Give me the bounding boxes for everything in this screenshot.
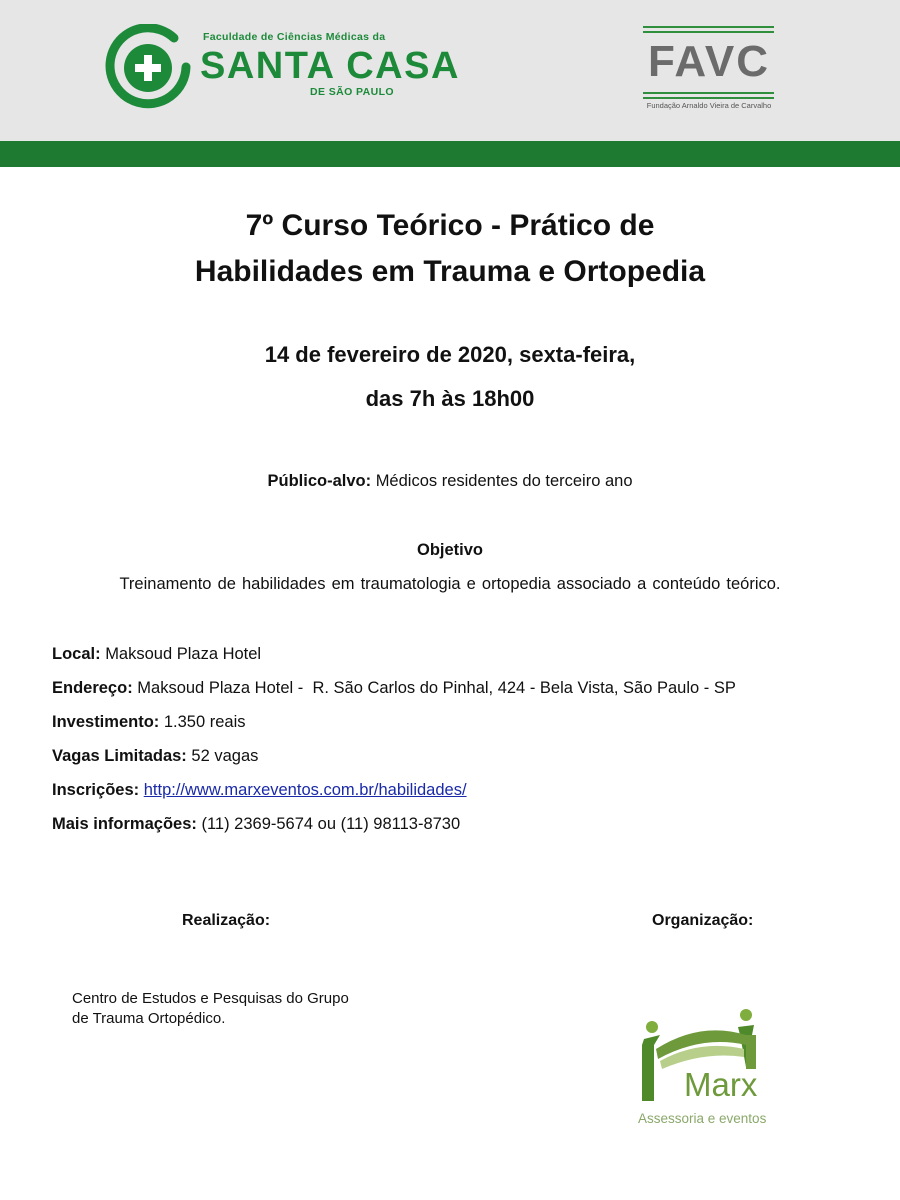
- realizacao-line1: Centro de Estudos e Pesquisas do Grupo: [72, 990, 349, 1007]
- event-date: [0, 333, 900, 421]
- address-label: Endereço:: [52, 679, 133, 697]
- favc-rule-bottom-2: [643, 97, 774, 99]
- local-value: Maksoud Plaza Hotel: [105, 645, 262, 663]
- santa-casa-faculty-text: Faculdade de Ciências Médicas da: [203, 31, 386, 43]
- audience-value: Médicos residentes do terceiro ano: [375, 472, 633, 490]
- investment-label: Investimento:: [52, 713, 160, 731]
- favc-name: FAVC: [647, 37, 771, 86]
- marx-tagline: Assessoria e eventos: [638, 1111, 767, 1126]
- santa-casa-city: DE SÃO PAULO: [310, 86, 394, 98]
- event-date-line1: 14 de fevereiro de 2020, sexta-feira,: [264, 342, 636, 367]
- realizacao-line2: de Trauma Ortopédico.: [72, 1010, 226, 1027]
- audience: [0, 472, 900, 491]
- favc-subtitle: Fundação Arnaldo Vieira de Carvalho: [646, 101, 772, 110]
- local-label: Local:: [52, 645, 101, 663]
- realizacao-text: [72, 989, 432, 1029]
- detail-spots: [52, 747, 882, 781]
- marx-logo: [630, 1005, 790, 1130]
- audience-label: Público-alvo:: [267, 472, 372, 490]
- realizacao-label: Realização:: [182, 912, 271, 929]
- event-title-line2: Habilidades em Trauma e Ortopedia: [194, 255, 706, 288]
- detail-info: [52, 815, 882, 849]
- event-title: [0, 203, 900, 295]
- favc-logo: [640, 26, 778, 116]
- green-band: [0, 141, 900, 167]
- event-details: [52, 645, 882, 849]
- santa-casa-logo: [104, 24, 460, 114]
- organizacao-label: Organização:: [652, 912, 754, 929]
- investment-value: 1.350 reais: [163, 713, 246, 731]
- objective-heading: Objetivo: [416, 541, 483, 559]
- event-title-line1: 7º Curso Teórico - Prático de: [245, 209, 655, 242]
- registration-label: Inscrições:: [52, 781, 140, 799]
- santa-casa-cross-icon: [104, 24, 192, 110]
- favc-rule-top: [643, 26, 774, 28]
- info-label: Mais informações:: [52, 815, 197, 833]
- detail-registration: [52, 781, 882, 815]
- objective-text: Treinamento de habilidades em traumatologia e ortopedia associado a conteúdo teórico.: [119, 575, 781, 593]
- detail-local: [52, 645, 882, 679]
- address-value: Maksoud Plaza Hotel - R. São Carlos do Pinhal, 424 - Bela Vista, São Paulo - SP: [137, 679, 736, 697]
- favc-rule-bottom: [643, 92, 774, 94]
- info-value: (11) 2369-5674 ou (11) 98113-8730: [201, 815, 461, 833]
- spots-label: Vagas Limitadas:: [52, 747, 187, 765]
- spots-value: 52 vagas: [191, 747, 259, 765]
- favc-rule-top-2: [643, 31, 774, 33]
- marx-name: Marx: [684, 1066, 758, 1103]
- santa-casa-name: SANTA CASA: [200, 45, 460, 87]
- event-time: das 7h às 18h00: [365, 386, 535, 411]
- registration-link[interactable]: http://www.marxeventos.com.br/habilidades/: [143, 781, 467, 799]
- detail-address: [52, 679, 882, 713]
- detail-investment: [52, 713, 882, 747]
